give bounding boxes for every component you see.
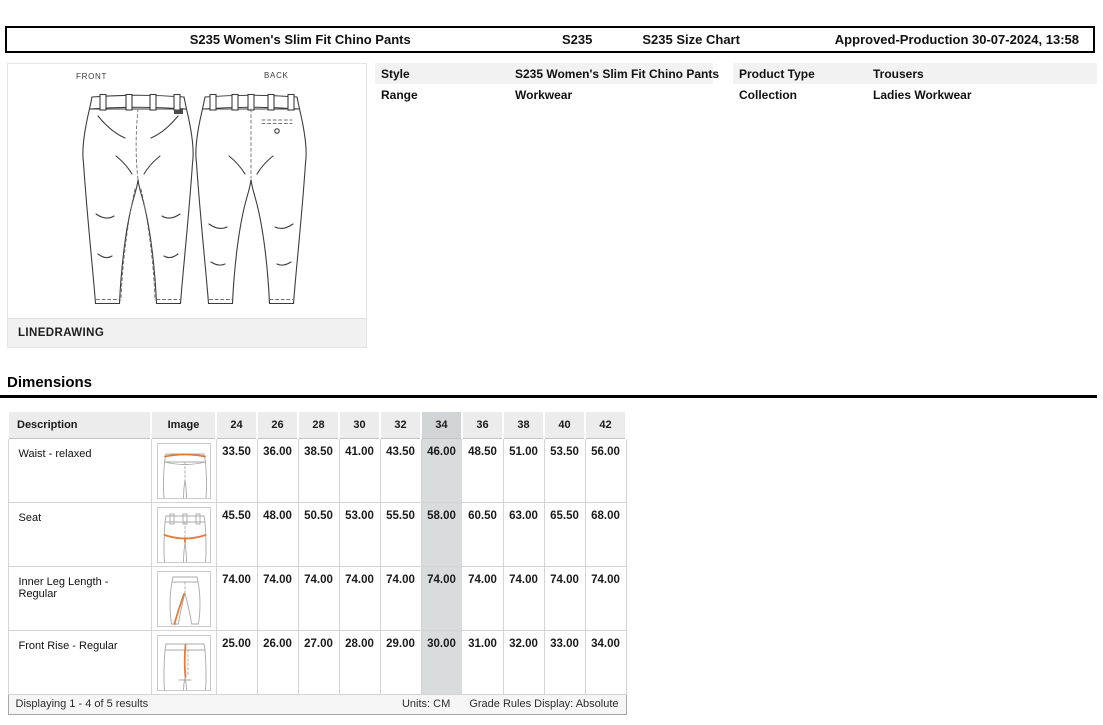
measurement-cell: 74.00 [421,566,462,630]
measurement-cell: 25.00 [216,630,257,694]
measurement-cell: 58.00 [421,502,462,566]
info-label: Range [381,87,418,102]
waist-measure-icon [158,444,212,500]
measurement-cell: 53.50 [544,438,585,502]
info-row [733,63,1097,84]
info-row [375,84,713,105]
size-chart-label: S235 Size Chart [642,32,740,47]
size-column-header: 30 [339,411,380,438]
measurement-cell: 41.00 [339,438,380,502]
size-column-header: 42 [585,411,626,438]
measurement-cell: 74.00 [298,566,339,630]
measurement-cell: 50.50 [298,502,339,566]
measurement-cell: 31.00 [462,630,503,694]
size-column-header: 28 [298,411,339,438]
measurement-image-cell [151,566,216,630]
measurement-description: Front Rise - Regular [8,630,151,694]
seat-measure-icon [158,508,212,564]
measurement-thumbnail [157,635,211,691]
measurement-cell: 74.00 [503,566,544,630]
table-row [8,502,626,566]
measurement-cell: 74.00 [585,566,626,630]
size-column-header: 38 [503,411,544,438]
measurement-image-cell [151,502,216,566]
table-footer-row [8,694,626,714]
measurement-cell: 74.00 [216,566,257,630]
measurement-cell: 38.50 [298,438,339,502]
measurement-cell: 30.00 [421,630,462,694]
measurement-image-cell [151,630,216,694]
dimensions-tbody [8,438,626,694]
measurement-cell: 28.00 [339,630,380,694]
measurement-cell: 46.00 [421,438,462,502]
front-view-label: FRONT [76,72,108,81]
measurement-description: Inner Leg Length - Regular [8,566,151,630]
measurement-cell: 63.00 [503,502,544,566]
column-header-description: Description [8,411,151,438]
measurement-cell: 43.50 [380,438,421,502]
measurement-cell: 55.50 [380,502,421,566]
info-value: Workwear [515,87,573,102]
measurement-cell: 34.00 [585,630,626,694]
pants-front-drawing [83,95,193,304]
dimensions-divider [0,395,1097,398]
size-column-header: 24 [216,411,257,438]
size-column-header: 36 [462,411,503,438]
measurement-cell: 56.00 [585,438,626,502]
measurement-cell: 45.50 [216,502,257,566]
size-column-header: 32 [380,411,421,438]
measurement-cell: 32.00 [503,630,544,694]
info-value: S235 Women's Slim Fit Chino Pants [515,66,720,81]
info-row [375,63,720,84]
front-rise-measure-icon [158,636,212,692]
measurement-description: Waist - relaxed [8,438,151,502]
measurement-cell: 60.50 [462,502,503,566]
results-count: Displaying 1 - 4 of 5 results [15,698,149,710]
column-header-image: Image [151,411,216,438]
measurement-cell: 68.00 [585,502,626,566]
measurement-cell: 65.50 [544,502,585,566]
info-label: Style [381,66,410,81]
measurement-thumbnail [157,443,211,499]
measurement-cell: 48.50 [462,438,503,502]
measurement-cell: 74.00 [544,566,585,630]
measurement-cell: 29.00 [380,630,421,694]
pants-linedrawing-svg [8,64,368,318]
info-label: Collection [739,87,798,102]
grade-rules-label: Grade Rules Display: Absolute [469,698,619,710]
measurement-cell: 26.00 [257,630,298,694]
linedrawing-panel [7,63,367,348]
info-row [733,84,1097,105]
pants-back-drawing [196,95,306,304]
measurement-cell: 36.00 [257,438,298,502]
measurement-image-cell [151,438,216,502]
dimensions-header-row [8,411,626,438]
info-value: Trousers [873,66,924,81]
style-title: S235 Women's Slim Fit Chino Pants [189,32,411,47]
table-footer-cell [8,694,626,714]
size-column-header: 40 [544,411,585,438]
size-column-header: 34 [421,411,462,438]
size-column-header: 26 [257,411,298,438]
measurement-cell: 33.50 [216,438,257,502]
dimensions-table [7,410,627,715]
style-code: S235 [561,32,593,47]
approval-status: Approved-Production 30-07-2024, 13:58 [834,32,1079,47]
table-row [8,438,626,502]
measurement-cell: 48.00 [257,502,298,566]
measurement-cell: 53.00 [339,502,380,566]
inner-leg-measure-icon [158,572,212,628]
measurement-description: Seat [8,502,151,566]
back-view-label: BACK [264,71,289,80]
info-value: Ladies Workwear [873,87,972,102]
measurement-cell: 74.00 [339,566,380,630]
table-row [8,630,626,694]
measurement-thumbnail [157,507,211,563]
measurement-cell: 74.00 [462,566,503,630]
measurement-thumbnail [157,571,211,627]
measurement-cell: 33.00 [544,630,585,694]
measurement-cell: 74.00 [257,566,298,630]
units-label: Units: CM [401,698,451,710]
document-header-bar [5,26,1095,53]
table-row [8,566,626,630]
measurement-cell: 74.00 [380,566,421,630]
dimensions-heading: Dimensions [7,374,93,391]
info-group-right [733,63,1097,105]
info-group-left [375,63,720,105]
linedrawing-caption: LINEDRAWING [8,318,366,347]
measurement-cell: 51.00 [503,438,544,502]
measurement-cell: 27.00 [298,630,339,694]
linedrawing-image [8,64,366,318]
info-label: Product Type [739,66,815,81]
